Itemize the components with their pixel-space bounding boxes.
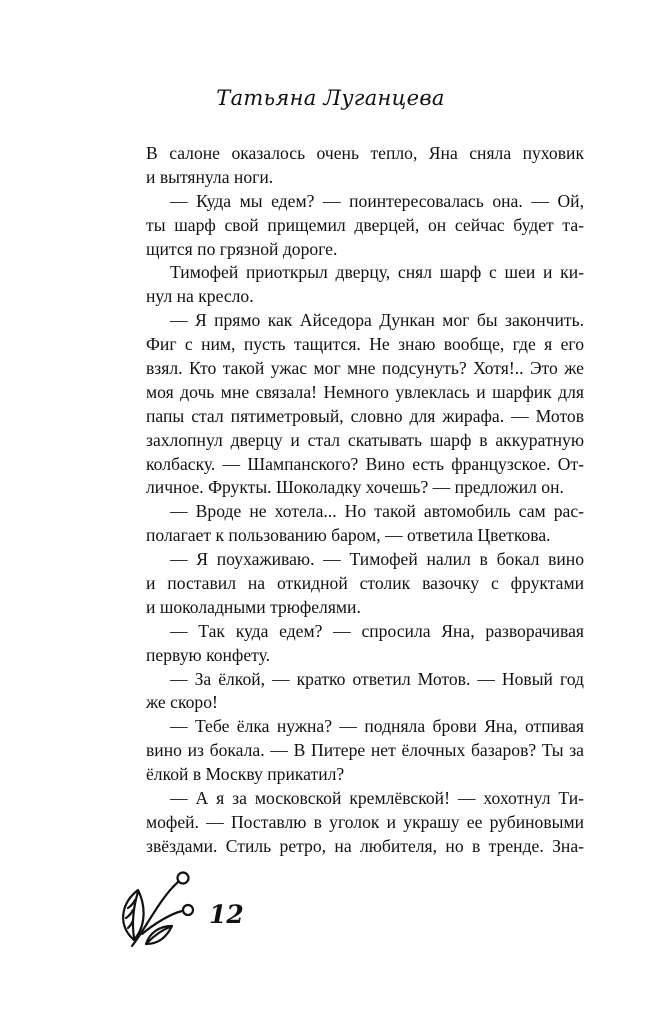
text-line: — За ёлкой, — кратко ответил Мотов. — Новый год bbox=[170, 668, 584, 689]
text-line: моя дочь мне связала! Немного увлеклась и шарфик для bbox=[146, 381, 584, 402]
text-line: — Тебе ёлка нужна? — подняла брови Яна, отпивая bbox=[170, 716, 584, 737]
text-line: щится по грязной дороге. bbox=[146, 238, 338, 259]
text-line: Фиг с ним, пусть тащится. Не знаю вообще, где я его bbox=[146, 334, 584, 355]
text-line: — Куда мы едем? — поинтересовалась она. — Ой, bbox=[170, 190, 584, 211]
text-line: первую конфету. bbox=[146, 644, 271, 665]
text-line: колбаску. — Шампанского? Вино есть французское. От- bbox=[146, 453, 584, 474]
text-line: — Я поухаживаю. — Тимофей налил в бокал вино bbox=[170, 549, 584, 570]
text-line: захлопнул дверцу и стал скатывать шарф в аккуратную bbox=[146, 429, 584, 450]
text-line: личное. Фрукты. Шоколадку хочешь? — предложил он. bbox=[146, 477, 564, 498]
text-line: и шоколадными трюфелями. bbox=[146, 596, 361, 617]
text-line: — А я за московской кремлёвской! — хохотнул Ти- bbox=[170, 788, 584, 809]
leaf-flower-ornament-icon bbox=[116, 868, 208, 950]
page-number: 12 bbox=[209, 900, 244, 929]
text-line: — Так куда едем? — спросила Яна, разворачивая bbox=[170, 620, 584, 641]
text-line: звёздами. Стиль ретро, на любителя, но в тренде. Зна- bbox=[146, 835, 584, 856]
text-line: взял. Кто такой ужас мог мне подсунуть? Хотя!.. Это же bbox=[146, 358, 584, 379]
running-head: Татьяна Луганцева bbox=[216, 86, 445, 110]
text-line: — Я прямо как Айседора Дункан мог бы закончить. bbox=[170, 310, 584, 331]
text-line: Тимофей приоткрыл дверцу, снял шарф с шеи и ки- bbox=[170, 262, 584, 283]
text-line: В салоне оказалось очень тепло, Яна сняла пуховик bbox=[146, 143, 584, 163]
text-line: нул на кресло. bbox=[146, 286, 254, 307]
text-line: ёлкой в Москву прикатил? bbox=[146, 764, 345, 785]
text-line: — Вроде не хотела... Но такой автомобиль сам рас- bbox=[170, 501, 584, 522]
body-text bbox=[146, 142, 584, 859]
text-line: и вытянула ноги. bbox=[146, 166, 274, 187]
text-line: мофей. — Поставлю в уголок и украшу ее рубиновыми bbox=[146, 811, 584, 832]
text-line: и поставил на откидной столик вазочку с фруктами bbox=[146, 573, 584, 594]
text-line: ты шарф свой прищемил дверцей, он сейчас будет та- bbox=[146, 214, 584, 235]
text-line: полагает к пользованию баром, — ответила Цветкова. bbox=[146, 525, 551, 546]
text-line: вино из бокала. — В Питере нет ёлочных базаров? Ты за bbox=[146, 740, 584, 761]
text-line: папы стал пятиметровый, словно для жирафа. — Мотов bbox=[146, 405, 584, 426]
text-line: же скоро! bbox=[146, 692, 218, 713]
